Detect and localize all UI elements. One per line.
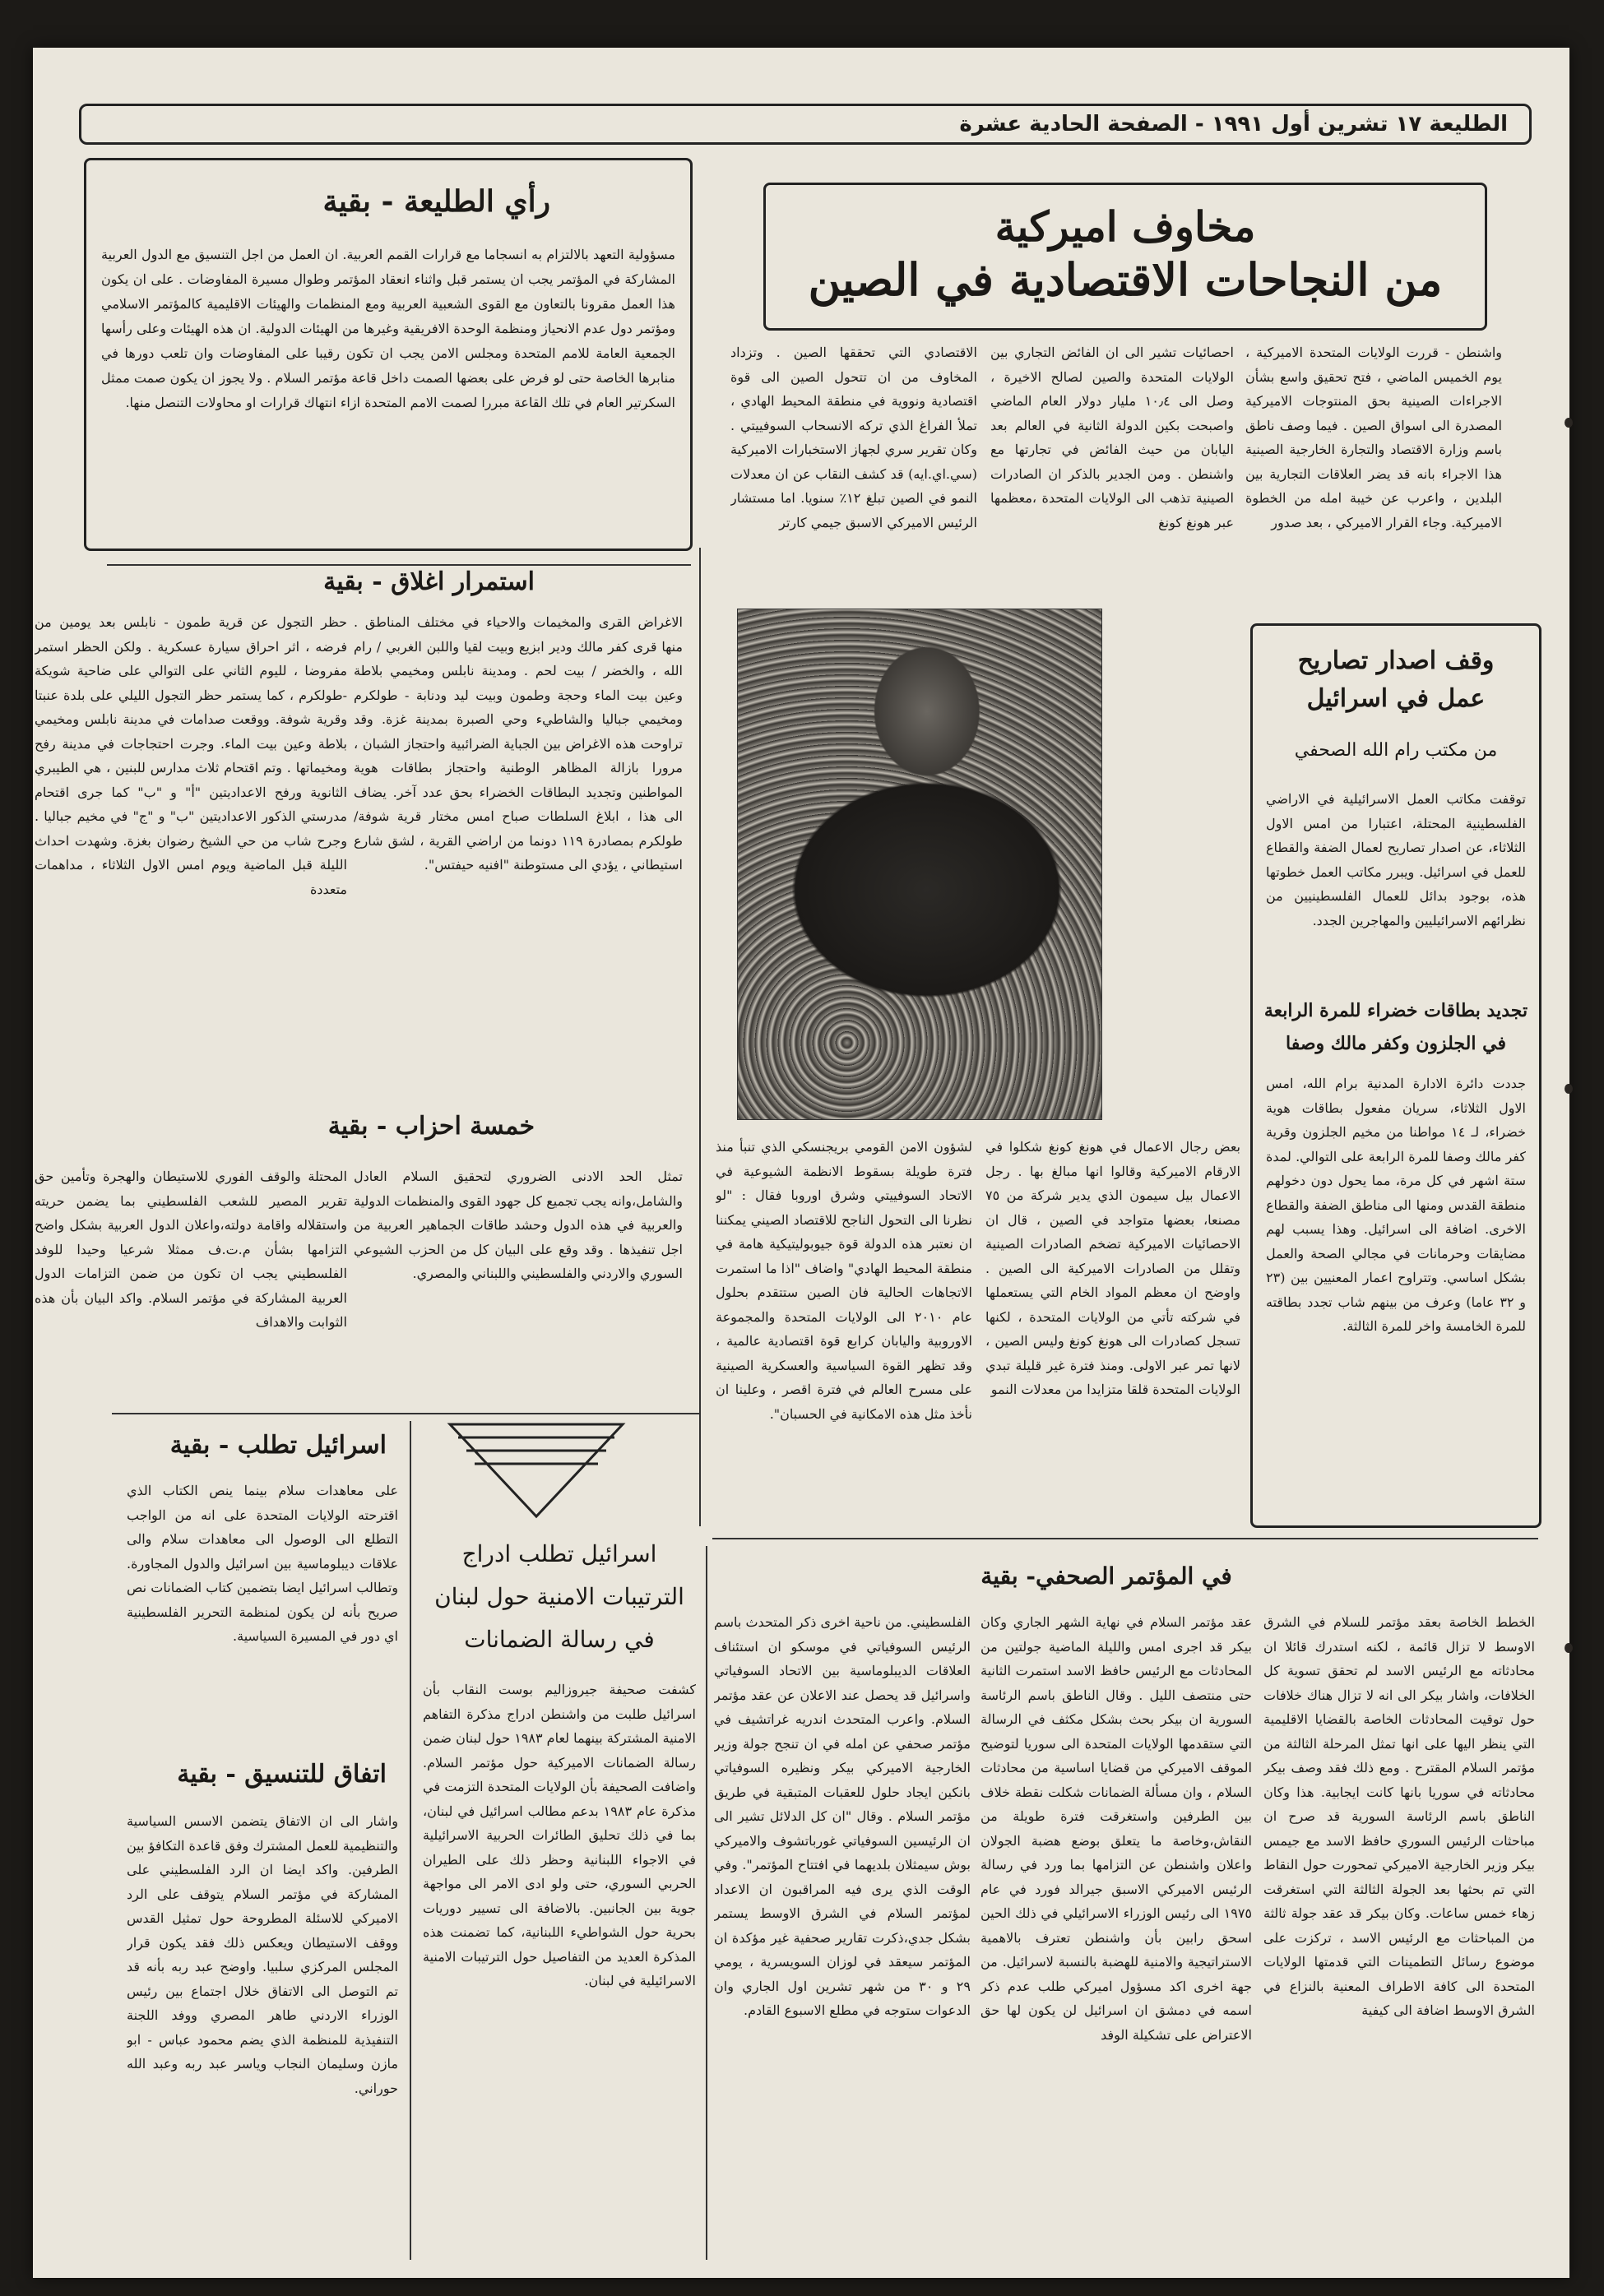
guarantees-headline2: الترتيبات الامنية حول لبنان (434, 1583, 684, 1610)
column-rule (706, 1546, 707, 2260)
column-rule (699, 548, 701, 1526)
column-rule (410, 1421, 411, 2260)
top-article-col3: الاقتصادي التي تحققها الصين . وتزداد المخاوف من ان تتحول الصين الى قوة اقتصادية ونووية في منطقة المحيط الهادي ، تملأ الفراغ الذي تركه الانسحاب السوفييتي . وكان تقرير سري لجهاز الاستخبارات الاميركية (سي.اي.ايه) قد كشف النقاب عن ان معدلات النمو في الصين تبلغ ١٢٪ سنويا. اما مستشار الرئيس الاميركي الاسبق جيمي كارتر (730, 345, 977, 530)
top-headline-line1: مخاوف اميركية (994, 202, 1256, 251)
permits-body: توقفت مكاتب العمل الاسرائيلية في الاراضي الفلسطينية المحتلة، اعتبارا من امس الاول الثلاثاء، عن اصدار تصاريح لعمال الضفة والقطاع للعمل في اسرائيل. ويبرر مكاتب العمل خطوتها هذه، بوجود بدائل للعمال الفلسطينيين من نظرائهم الاسرائيليين والمهاجرين الجدد. (1266, 791, 1526, 928)
permits-subhead2: في الجلزون وكفر مالك وصفا (1286, 1033, 1506, 1054)
israel-demands-title: اسرائيل تطلب - بقية (169, 1431, 387, 1460)
closure-col-right: الاغراض القرى والمخيمات والاحياء في مختلف المناطق . منها قرى كفر مالك ودير ابزيع وبيت لقيا واللبن الغربي / رام الله ، والخضر / بيت لحم . ومدينة نابلس ومخيمي بلاطة وعين بيت الماء وحجة وطمون وبيت ليد ودنابة - طولكرم ومخيمي جباليا والشاطيء وحي الصبرة بمدينة غزة. وقد تراوحت هذه الاغراض بين الجباية الضرائبية واحتجاز الشبان ، مرورا بازالة المظاهر الوطنية واحتجاز بطاقات هوية المواطنين وتجديد البطاقات الخضراء بحق عدد آخر. يضاف الى هذا ، ابلاغ السلطات صباح امس مختار قرية شوفة/ طولكرم بمصادرة ١١٩ دونما من اراضي القرية ، لشق شارع استيطاني ، يؤدي الى مستوطنة "افنيه حيفتس". (354, 614, 683, 873)
top-headline-line2: من النجاحات الاقتصادية في الصين (808, 253, 1443, 306)
top-headline-box (763, 183, 1487, 331)
section-divider (112, 1413, 701, 1414)
factory-worker-photo (737, 609, 1102, 1120)
press-conf-col3: الفلسطيني. من ناحية اخرى ذكر المتحدث باسم الرئيس السوفياتي في موسكو ان استئناف العلاقات الديبلوماسية بين الاتحاد السوفياتي واسرائيل قد يحصل عند الاعلان عن عقد مؤتمر السلام. واعرب المتحدث اندريه غراتشيف في مؤتمر صحفي عن امله في ان تنجح جولة وزير الخارجية الاميركي بيكر ونظيره السوفياتي بانكين ايجاد حلول للعقبات المتبقية في طريق مؤتمر السلام . وقال "ان كل الدلائل تشير الى ان الرئيسين السوفياتي غورباتشوف والاميركي بوش سيمثلان بلديهما في افتتاح المؤتمر". وفي الوقت الذي يرى فيه المراقبون ان الاعداد لمؤتمر السلام في الشرق الاوسط يستمر بشكل جدي،ذكرت تقارير صحفية غير مؤكدة ان المؤتمر سيعقد في لوزان السويسرية ، يومي ٢٩ و ٣٠ من شهر تشرين اول الجاري وان الدعوات ستوجه في مطلع الاسبوع القادم. (714, 1614, 971, 2018)
permits-body2: جددت دائرة الادارة المدنية برام الله، امس الاول الثلاثاء، سريان مفعول بطاقات هوية خضراء، لـ ١٤ مواطنا من مخيم الجلزون وقرية كفر مالك وصفا للمرة الرابعة على التوالي. لمدة ستة اشهر في كل مرة، مما يحول دون دخولهم منطقة القدس ومنها الى مناطق الضفة والقطاع الاخرى. اضافة الى اسرائيل. وهذا يسبب لهم مضايقات وحرمانات في مجالي الصحة والعمل بشكل اساسي. وتتراوح اعمار المعنيين بين (٢٣ و ٣٢ عاما) وعرف من بينهم شاب تجدد بطاقته للمرة الخامسة واخر للمرة الثالثة. (1266, 1076, 1526, 1334)
binder-hole (1565, 418, 1573, 428)
top-article-col2: احصائيات تشير الى ان الفائض التجاري بين الولايات المتحدة والصين لصالح الاخيرة ، وصل الى ١٠٫٤ مليار دولار العام الماضي واصبحت بكين الدولة الثانية في العالم بعد اليابان من حيث الفائض في تجارتها مع واشنطن . ومن الجدير بالذكر ان الصادرات الصينية تذهب الى الولايات المتحدة ،معظمها عبر هونغ كونغ (990, 345, 1234, 530)
triangle-ornament-icon (447, 1421, 626, 1520)
binder-hole (1565, 1084, 1573, 1094)
header-text: الطليعة ١٧ تشرين أول ١٩٩١ - الصفحة الحادية عشرة (959, 112, 1508, 137)
top-article-col1: واشنطن - قررت الولايات المتحدة الاميركية ، يوم الخميس الماضي ، فتح تحقيق واسع بشأن الاجراءات الصينية بحق المنتوجات الاميركية المصدرة الى اسواق الصين . فيما وصف ناطق باسم وزارة الاقتصاد والتجارة الخارجية الصينية هذا الاجراء بانه قد يضر العلاقات التجارية بين البلدين ، واعرب عن خيبة امله من الخطوة الاميركية. وجاء القرار الاميركي ، بعد صدور (1245, 345, 1502, 530)
binder-hole (1565, 1643, 1573, 1653)
closure-title: استمرار اغلاق - بقية (323, 567, 535, 596)
press-conf-title: في المؤتمر الصحفي- بقية (980, 1562, 1232, 1590)
guarantees-headline3: في رسالة الضمانات (464, 1626, 655, 1653)
guarantees-body: كشفت صحيفة جيروزاليم بوست النقاب بأن اسرائيل طلبت من واشنطن ادراج مذكرة التفاهم الامنية المشتركة بينهما لعام ١٩٨٣ حول لبنان ضمن رسالة الضمانات الاميركية حول مؤتمر السلام. واضافت الصحيفة بأن الولايات المتحدة التزمت في مذكرة عام ١٩٨٣ بدعم مطالب اسرائيل في لبنان، بما في ذلك تحليق الطائرات الحربية الاسرائيلية في الاجواء اللبنانية وحظر ذلك على الطيران الحربي السوري، حتى ولو ادى الامر الى مواجهة جوية بين الجانبين. بالاضافة الى تسيير دوريات بحرية حول الشواطيء اللبنانية، كما تضمنت هذه المذكرة العديد من التفاصيل حول الترتيبات الامنية الاسرائيلية في لبنان. (423, 1682, 696, 1988)
parties-title: خمسة احزاب - بقية (327, 1112, 535, 1141)
press-conf-col2: عقد مؤتمر السلام في نهاية الشهر الجاري وكان بيكر قد اجرى امس والليلة الماضية جولتين من المحادثات مع الرئيس حافظ الاسد استمرت الثانية حتى منتصف الليل . وقال الناطق باسم الرئاسة السورية ان بيكر بحث بشكل مكثف في الرسالة التي ستقدمها الولايات المتحدة الى سوريا لتوضيح الموقف الاميركي من قضايا اساسية من محادثات السلام ، وان مسألة الضمانات شكلت نقطة خلاف بين الطرفين واستغرقت فترة طويلة من النقاش،وخاصة ما يتعلق بوضع هضبة الجولان واعلان واشنطن عن التزامها بما ورد في رسالة الرئيس الاميركي الاسبق جيرالد فورد في عام ١٩٧٥ الى رئيس الوزراء الاسرائيلي في ذلك الحين اسحق رابين بأن واشنطن تعترف بالاهمية الاستراتيجية والامنية للهضبة بالنسبة لاسرائيل. من جهة اخرى اكد مسؤول اميركي طلب عدم ذكر اسمه في دمشق ان اسرائيل لن يكون لها حق الاعتراض على تشكيلة الوفد (980, 1614, 1252, 2043)
closure-col-left: حظر التجول عن قرية طمون - نابلس بعد يومين من فرضه ، اثر احراق سيارة عسكرية . ولكن الحظر استمر مفروضا ، لليوم الثاني على التوالي على ضاحية شويكة -طولكرم ، كما يستمر حظر التجول الليلي على بلدة عنبتا وقرية شوفة. ووقعت صدامات في مدينة نابلس ومخيمي بلاطة وعين بيت الماء. وجرت احتجاجات في مدينة رفح ومخيماتها . وتم اقتحام ثلاث مدارس للبنين ، هي الطيبري الثانوية ورفح الاعداديتين "أ" و "ب" كما جرى اقتحام مدرستي الذكور الاعداديتين "ب" و "ج" في مخيم جباليا . وجرح شاب من حي الشيخ رضوان بغزة. وشهدت احداث الليلة قبل الماضية ويوم امس الاول الثلاثاء ، مداهمات متعددة (35, 614, 347, 897)
top-article-cont1: بعض رجال الاعمال في هونغ كونغ شكلوا في الارقام الاميركية وقالوا انها مبالغ بها . رجل الاعمال بيل سيمون الذي يدير شركة من ٧٥ مصنعا، بعضها متواجد في الصين ، قال ان الاحصائيات الاميركية تضخم الصادرات الصينية وتقلل من الصادرات الاميركية الى الصين . واوضح ان معظم المواد الخام التي يستعملها في شركته تأتي من الولايات المتحدة ، لكنها تسجل كصادرات الى هونغ كونغ وليس الصين ، لانها تمر عبر الاولى. ومنذ فترة غير قليلة تبدي الولايات المتحدة قلقا متزايدا من معدلات النمو (985, 1139, 1240, 1397)
guarantees-headline1: اسرائيل تطلب ادراج (461, 1540, 657, 1567)
editorial-title: رأي الطليعة - بقية (322, 184, 550, 219)
permits-byline: من مكتب رام الله الصحفي (1294, 740, 1498, 761)
agreement-body: واشار الى ان الاتفاق يتضمن الاسس السياسية والتنظيمية للعمل المشترك وفق قاعدة التكافؤ بين الطرفين. واكد ايضا ان الرد الفلسطيني على المشاركة في مؤتمر السلام يتوقف على الرد الاميركي للاسئلة المطروحة حول تمثيل القدس ووقف الاستيطان ويعكس ذلك فقد يكون قرار المجلس المركزي سلبيا. واوضح عبد ربه بأنه قد تم التوصل الى الاتفاق خلال اجتماع بين رئيس الوزراء الاردني طاهر المصري ووفد اللجنة التنفيذية للمنظمة الذي يضم محمود عباس - ابو مازن وسليمان النجاب وياسر عبد ربه وعبد الله حوراني. (127, 1813, 398, 2096)
section-divider (712, 1538, 1538, 1539)
agreement-title: اتفاق للتنسيق - بقية (177, 1760, 387, 1789)
page-header (79, 104, 1532, 145)
top-article-cont2: لشؤون الامن القومي بريجنسكي الذي تنبأ منذ فترة طويلة بسقوط الانظمة الشيوعية في الاتحاد السوفييتي وشرق اوروبا فقال : "لو نظرنا الى التحول الناجح للاقتصاد الصيني يمكننا ان نعتبر هذه الدولة قوة جيوبوليتيكية هامة في منطقة المحيط الهادي" واضاف "اذا ما استمرت الاتجاهات الحالية فان الصين ستتقدم بحلول عام ٢٠١٠ الى الولايات المتحدة والمجموعة الاوروبية واليابان كرابع قوة اقتصادية عالمية ، وقد تظهر القوة السياسية والعسكرية الصينية على مسرح العالم في فترة اقصر ، وعلينا ان نأخذ مثل هذه الامكانية في الحسبان". (716, 1139, 972, 1422)
permits-title-line1: وقف اصدار تصاريح (1297, 646, 1495, 675)
israel-demands-body: على معاهدات سلام بينما ينص الكتاب الذي اقترحته الولايات المتحدة على انه من الواجب التطلع الى الوصول الى معاهدات سلام والى علاقات ديبلوماسية بين اسرائيل والدول المجاورة. وتطالب اسرائيل ايضا بتضمين كتاب الضمانات نص صريح بأنه لن يكون لمنظمة التحرير الفلسطينية اي دور في المسيرة السياسية. (127, 1483, 398, 1644)
editorial-body: مسؤولية التعهد بالالتزام به انسجاما مع قرارات القمم العربية. ان العمل من اجل التنسيق مع الدول العربية المشاركة في المؤتمر يجب ان يستمر قبل واثناء انعقاد المؤتمر وطوال مسيرة المفاوضات . على ان يكون هذا العمل مقرونا بالتعاون مع القوى الشعبية العربية ومع المنظمات والهيئات الاقليمية كالمؤتمر الاسلامي ومؤتمر دول عدم الانحياز ومنظمة الوحدة الافريقية وغيرها من الهيئات الدولية. ان هذه الهيئات وعلى رأسها الجمعية العامة للامم المتحدة ومجلس الامن يجب ان تكون رقيبا على المفاوضات وان تلعب دورها في منابرها الخاصة حتى لو فرض على بعضها الصمت داخل قاعة مؤتمر السلام . ولا يجوز ان يكون صمت ممثل السكرتير العام في تلك القاعة مبررا لصمت الامم المتحدة ازاء انتهاك قرارات او محاولات التنصل منها. (101, 247, 675, 410)
parties-col-right: تمثل الحد الادنى الضروري لتحقيق السلام العادل والشامل،وانه يجب تجميع كل جهود القوى والمنظمات الدولية والعربية في هذه الدول وحشد طاقات الجماهير العربية من اجل تنفيذها . وقد وقع على البيان كل من الحزب الشيوعي السوري والاردني والفلسطيني واللبناني والمصري. (354, 1169, 683, 1281)
permits-box (1250, 623, 1541, 1528)
permits-title-line2: عمل في اسرائيل (1306, 684, 1486, 713)
section-divider (107, 564, 691, 566)
permits-subhead1: تجديد بطاقات خضراء للمرة الرابعة (1263, 1000, 1528, 1021)
press-conf-col1: الخطط الخاصة بعقد مؤتمر للسلام في الشرق الاوسط لا تزال قائمة ، لكنه استدرك قائلا ان محادثاته مع الرئيس الاسد لم تحقق تسوية كل الخلافات، واشار بيكر الى انه لا تزال هناك خلافات حول توقيت المحادثات الخاصة بالقضايا الاقليمية التي ينظر اليها على انها تمثل المرحلة الثالثة من مؤتمر السلام المقترح . ومع ذلك فقد وصف بيكر محادثاته في سوريا بانها كانت ايجابية. هذا وكان الناطق باسم الرئاسة السورية قد صرح ان مباحثات الرئيس السوري حافظ الاسد مع جيمس بيكر وزير الخارجية الاميركي تمحورت حول النقاط التي تم بحثها بعد الجولة الثالثة التي استغرقت زهاء خمس ساعات. وكان بيكر قد عقد جولة ثالثة من المباحثات مع الرئيس الاسد ، تركزت على موضوع رسائل التطمينات التي قدمتها الولايات المتحدة الى كافة الاطراف المعنية بالنزاع في الشرق الاوسط اضافة الى كيفية (1263, 1614, 1535, 2018)
parties-col-left: المحتلة والوقف الفوري للاستيطان والهجرة وتأمين حق تقرير المصير للشعب الفلسطيني بما يضمن حريته واستقلاله واقامة دولته،واعلان الدول العربية بشكل واضح التزامها بشأن م.ت.ف ممثلا شرعيا وحيدا للوفد الفلسطيني يجب ان تكون من ضمن التزامات الدول العربية المشاركة في مؤتمر السلام. واكد البيان بأن هذه الثوابت والاهداف (35, 1169, 347, 1330)
editorial-box (84, 158, 693, 551)
